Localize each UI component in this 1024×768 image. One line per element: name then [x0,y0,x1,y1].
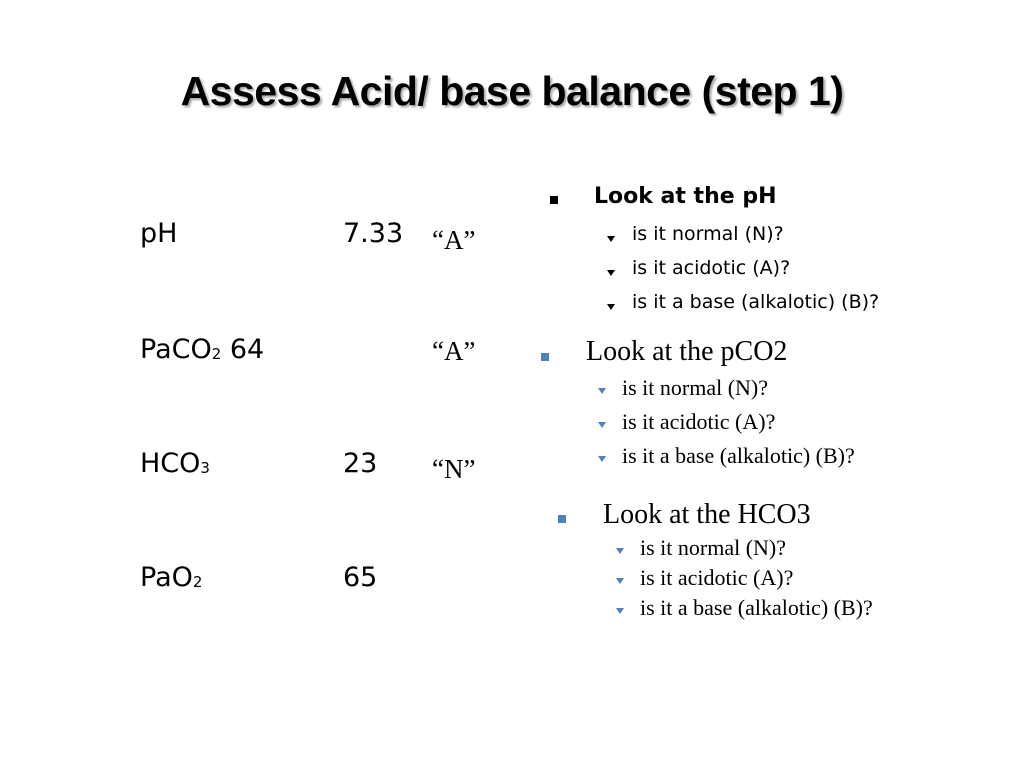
triangle-bullet-icon [607,263,615,281]
checklist-heading-hco3: Look at the HCO3 [603,499,811,530]
checklist-pco2-item-acidotic: is it acidotic (A)? [622,409,776,434]
row-value-ph: 7.33 [343,218,404,249]
triangle-bullet-icon [598,381,606,399]
row-name-ph [140,218,177,249]
row-grade-hco3: “N” [432,454,476,484]
row-value-hco3: 23 [343,448,378,479]
square-bullet-icon [558,510,566,528]
checklist-ph-item-normal: is it normal (N)? [632,223,784,245]
square-bullet-icon [541,348,549,366]
slide-title: Assess Acid/ base balance (step 1) [180,68,844,114]
row-grade-ph: “A” [432,225,476,255]
triangle-bullet-icon [616,571,624,589]
row-name-pao2 [140,562,202,593]
checklist-ph-item-acidotic: is it acidotic (A)? [632,257,791,279]
row-name-pao2-sub: 2 [192,573,203,591]
square-bullet-icon [550,191,558,209]
triangle-bullet-icon [616,541,624,559]
checklist-hco3-item-normal: is it normal (N)? [640,535,787,560]
triangle-bullet-icon [598,449,606,467]
checklist-pco2-item-normal: is it normal (N)? [622,375,769,400]
row-name-pao2-main: PaO [140,562,193,593]
triangle-bullet-icon [607,297,615,315]
row-name-paco2 [140,334,264,365]
row-name-ph-main: pH [140,218,178,249]
row-value-paco2: 64 [229,334,265,365]
row-name-paco2-sub: 2 [211,345,222,363]
row-name-hco3-main: HCO [140,448,201,479]
row-grade-paco2: “A” [432,336,476,366]
row-value-pao2: 65 [343,562,378,593]
triangle-bullet-icon [616,601,624,619]
checklist-pco2-item-base: is it a base (alkalotic) (B)? [622,443,855,468]
row-name-paco2-main: PaCO [140,334,212,365]
checklist-heading-ph: Look at the pH [594,184,777,209]
checklist-heading-pco2: Look at the pCO2 [586,336,788,367]
row-name-hco3 [140,448,210,479]
triangle-bullet-icon [598,415,606,433]
triangle-bullet-icon [607,229,615,247]
checklist-hco3-item-base: is it a base (alkalotic) (B)? [640,595,873,620]
checklist-ph-item-base: is it a base (alkalotic) (B)? [632,291,880,313]
checklist-hco3-item-acidotic: is it acidotic (A)? [640,565,794,590]
row-name-hco3-sub: 3 [200,459,210,477]
